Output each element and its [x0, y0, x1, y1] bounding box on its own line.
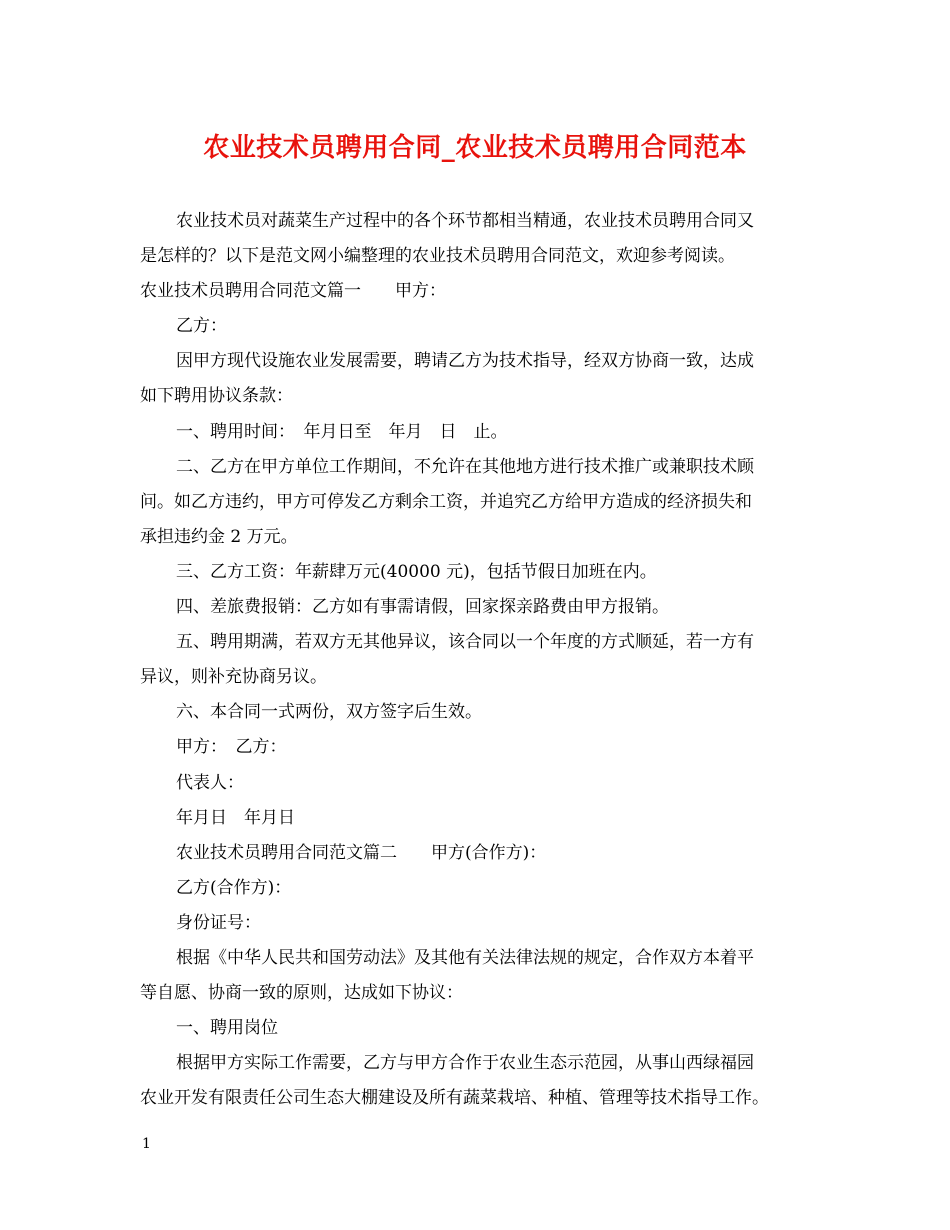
document-title: 农业技术员聘用合同_农业技术员聘用合同范本 — [203, 133, 747, 163]
paragraph-line: 农业开发有限责任公司生态大棚建设及所有蔬菜栽培、种植、管理等技术指导工作。 — [140, 1088, 769, 1109]
signature-line: 代表人： — [176, 772, 244, 793]
paragraph-line: 六、本合同一式两份，双方签字后生效。 — [176, 702, 482, 723]
paragraph-line: 四、差旅费报销：乙方如有事需请假，回家探亲路费由甲方报销。 — [176, 597, 669, 618]
paragraph-line: 等自愿、协商一致的原则，达成如下协议： — [140, 983, 463, 1004]
signature-line: 甲方： 乙方： — [176, 737, 287, 758]
paragraph-line: 身份证号： — [176, 912, 261, 933]
paragraph-line: 农业技术员对蔬菜生产过程中的各个环节都相当精通，农业技术员聘用合同又 — [176, 211, 754, 231]
paragraph-line: 如下聘用协议条款： — [140, 386, 293, 407]
paragraph-line: 问。如乙方违约，甲方可停发乙方剩余工资，并追究乙方给甲方造成的经济损失和 — [140, 491, 752, 512]
paragraph-line: 根据《中华人民共和国劳动法》及其他有关法律法规的规定，合作双方本着平 — [176, 947, 754, 968]
date-line: 年月日 年月日 — [176, 807, 295, 828]
paragraph-line: 异议，则补充协商另议。 — [140, 667, 327, 688]
paragraph-line: 根据甲方实际工作需要，乙方与甲方合作于农业生态示范园，从事山西绿福园 — [176, 1053, 754, 1074]
section-heading-line: 农业技术员聘用合同范文篇二 甲方(合作方)： — [176, 842, 547, 863]
document-body — [140, 204, 812, 1116]
paragraph-line: 承担违约金 2 万元。 — [140, 526, 298, 547]
paragraph-line: 二、乙方在甲方单位工作期间，不允许在其他地方进行技术推广或兼职技术顾 — [176, 456, 754, 477]
paragraph-line: 是怎样的？以下是范文网小编整理的农业技术员聘用合同范文，欢迎参考阅读。 — [140, 246, 735, 267]
paragraph-line: 三、乙方工资：年薪肆万元(40000 元)，包括节假日加班在内。 — [176, 561, 657, 582]
paragraph-line: 一、聘用岗位 — [176, 1018, 278, 1039]
paragraph-line: 一、聘用时间： 年月日至 年月 日 止。 — [176, 421, 508, 442]
section-heading-line: 农业技术员聘用合同范文篇一 甲方： — [140, 281, 446, 302]
paragraph-line: 五、聘用期满，若双方无其他异议，该合同以一个年度的方式顺延，若一方有 — [176, 632, 754, 653]
paragraph-line: 因甲方现代设施农业发展需要，聘请乙方为技术指导，经双方协商一致，达成 — [176, 351, 754, 372]
page-number: 1 — [142, 1136, 151, 1152]
paragraph-line: 乙方(合作方)： — [176, 877, 292, 898]
paragraph-line: 乙方： — [176, 316, 227, 337]
